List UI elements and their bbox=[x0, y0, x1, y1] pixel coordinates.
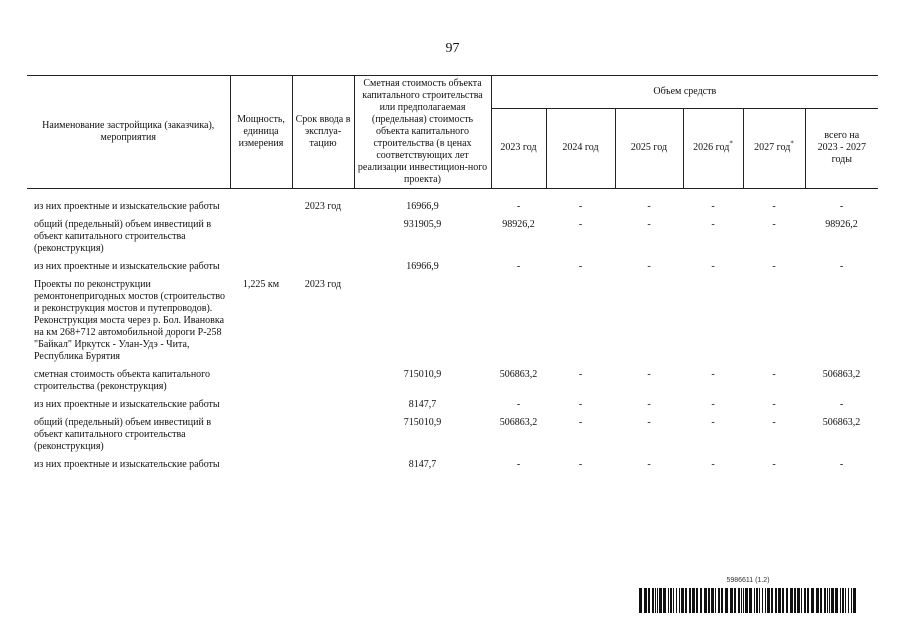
cell-estimate: 715010,9 bbox=[403, 369, 442, 380]
cell-v2025: - bbox=[647, 417, 651, 428]
cell-v2024: - bbox=[578, 201, 583, 212]
cell-estimate: 8147,7 bbox=[408, 399, 437, 410]
cell-deadline: 2023 год bbox=[304, 279, 342, 290]
table-body bbox=[27, 189, 878, 478]
cell-v2023: - bbox=[516, 201, 521, 212]
cell-capacity bbox=[230, 369, 292, 399]
header-estimate: Сметная стоимость объекта капитального строительства или предполагаемая (предельная) стоимость объекта капитального строительства (в ценах соответствующих лет реализации инвестицион-ного проекта) bbox=[354, 76, 491, 189]
header-total: всего на 2023 - 2027 годы bbox=[805, 108, 878, 188]
cell-name: сметная стоимость объекта капитального строительства (реконструкция) bbox=[34, 369, 211, 392]
cell-v2023: - bbox=[516, 261, 521, 272]
cell-v2025: - bbox=[647, 369, 651, 380]
cell-v2025: - bbox=[647, 261, 651, 272]
cell-estimate: 16966,9 bbox=[406, 201, 439, 212]
cell-v2026: - bbox=[711, 369, 715, 380]
cell-v2023: - bbox=[516, 459, 521, 470]
cell-v2027: - bbox=[772, 261, 776, 272]
header-year-2025: 2025 год bbox=[615, 108, 683, 188]
cell-deadline bbox=[292, 399, 354, 417]
cell-v2026: - bbox=[711, 261, 715, 272]
cell-v2023 bbox=[491, 279, 546, 369]
cell-v2023: - bbox=[516, 399, 521, 410]
cell-v2026: - bbox=[711, 399, 715, 410]
cell-name: общий (предельный) объем инвестиций в объект капитального строительства (реконструкция) bbox=[34, 219, 212, 254]
header-year-2024: 2024 год bbox=[546, 108, 615, 188]
table-row bbox=[27, 219, 878, 261]
barcode-text: 5986611 (1.2) bbox=[726, 577, 770, 584]
cell-total: - bbox=[839, 261, 844, 272]
cell-name: Проекты по реконструкции ремонтонепригодных мостов (строительство и реконструкция мостов и путепроводов). Реконструкция моста через р. Бол. Ивановка на км 268+712 автомобильной дороги Р-258 "Байкал" Иркутск - Улан-Удэ - Чита, Республика Бурятия bbox=[34, 279, 225, 362]
cell-v2024: - bbox=[578, 219, 583, 230]
cell-v2025: - bbox=[647, 219, 651, 230]
cell-deadline bbox=[292, 219, 354, 261]
cell-v2024: - bbox=[578, 459, 583, 470]
cell-name: из них проектные и изыскательские работы bbox=[34, 459, 220, 470]
cell-v2027: - bbox=[772, 417, 776, 428]
cell-v2024: - bbox=[578, 369, 583, 380]
cell-deadline bbox=[292, 417, 354, 459]
cell-capacity bbox=[230, 219, 292, 261]
cell-name: из них проектные и изыскательские работы bbox=[34, 201, 220, 212]
cell-deadline bbox=[292, 369, 354, 399]
table-row bbox=[27, 369, 878, 399]
cell-name: общий (предельный) объем инвестиций в объект капитального строительства (реконструкция) bbox=[34, 417, 212, 452]
cell-capacity bbox=[230, 459, 292, 477]
cell-v2027: - bbox=[772, 201, 776, 212]
cell-v2024: - bbox=[578, 261, 583, 272]
cell-estimate: 16966,9 bbox=[406, 261, 439, 272]
cell-total: 98926,2 bbox=[825, 219, 858, 230]
cell-total: - bbox=[839, 201, 844, 212]
cell-estimate: 715010,9 bbox=[403, 417, 442, 428]
page-number: 97 bbox=[445, 41, 460, 56]
cell-v2024: - bbox=[578, 399, 583, 410]
table-row bbox=[27, 417, 878, 459]
cell-v2023: 506863,2 bbox=[499, 369, 538, 380]
cell-total: - bbox=[839, 459, 844, 470]
cell-total: - bbox=[839, 399, 844, 410]
cell-name: из них проектные и изыскательские работы bbox=[34, 399, 220, 410]
cell-v2026: - bbox=[711, 459, 715, 470]
header-year-2026: 2026 год* bbox=[683, 108, 743, 188]
header-year-2023: 2023 год bbox=[491, 108, 546, 188]
barcode bbox=[639, 588, 857, 613]
cell-total: 506863,2 bbox=[822, 417, 861, 428]
cell-deadline: 2023 год bbox=[304, 201, 342, 212]
cell-v2025: - bbox=[647, 399, 651, 410]
table-row bbox=[27, 459, 878, 477]
cell-total bbox=[805, 279, 878, 369]
cell-v2027: - bbox=[772, 459, 776, 470]
cell-v2026: - bbox=[711, 417, 715, 428]
cell-v2023: 98926,2 bbox=[502, 219, 535, 230]
cell-v2026 bbox=[683, 279, 743, 369]
cell-v2027: - bbox=[772, 219, 776, 230]
cell-estimate: 931905,9 bbox=[403, 219, 442, 230]
cell-v2026: - bbox=[711, 201, 715, 212]
cell-estimate: 8147,7 bbox=[408, 459, 437, 470]
header-capacity: Мощность, единица измерения bbox=[230, 76, 292, 189]
cell-v2025: - bbox=[647, 459, 651, 470]
table-row bbox=[27, 279, 878, 369]
investment-table bbox=[27, 75, 878, 477]
cell-v2023: 506863,2 bbox=[499, 417, 538, 428]
table-row bbox=[27, 201, 878, 219]
table-row bbox=[27, 261, 878, 279]
cell-v2024 bbox=[546, 279, 615, 369]
cell-deadline bbox=[292, 459, 354, 477]
cell-total: 506863,2 bbox=[822, 369, 861, 380]
cell-capacity bbox=[230, 417, 292, 459]
cell-v2025 bbox=[615, 279, 683, 369]
cell-name: из них проектные и изыскательские работы bbox=[34, 261, 220, 272]
cell-capacity: 1,225 км bbox=[242, 279, 280, 290]
cell-v2024: - bbox=[578, 417, 583, 428]
header-year-2027: 2027 год* bbox=[743, 108, 805, 188]
cell-v2027 bbox=[743, 279, 805, 369]
table-row bbox=[27, 399, 878, 417]
cell-v2025: - bbox=[647, 201, 651, 212]
cell-deadline bbox=[292, 261, 354, 279]
header-deadline: Срок ввода в эксплуа-тацию bbox=[292, 76, 354, 189]
cell-capacity bbox=[230, 261, 292, 279]
cell-estimate bbox=[354, 279, 491, 369]
header-name: Наименование застройщика (заказчика), мероприятия bbox=[27, 76, 230, 189]
cell-capacity bbox=[230, 201, 292, 219]
cell-capacity bbox=[230, 399, 292, 417]
cell-v2026: - bbox=[711, 219, 715, 230]
cell-v2027: - bbox=[772, 399, 776, 410]
header-funding: Объем средств bbox=[491, 76, 878, 109]
cell-v2027: - bbox=[772, 369, 776, 380]
